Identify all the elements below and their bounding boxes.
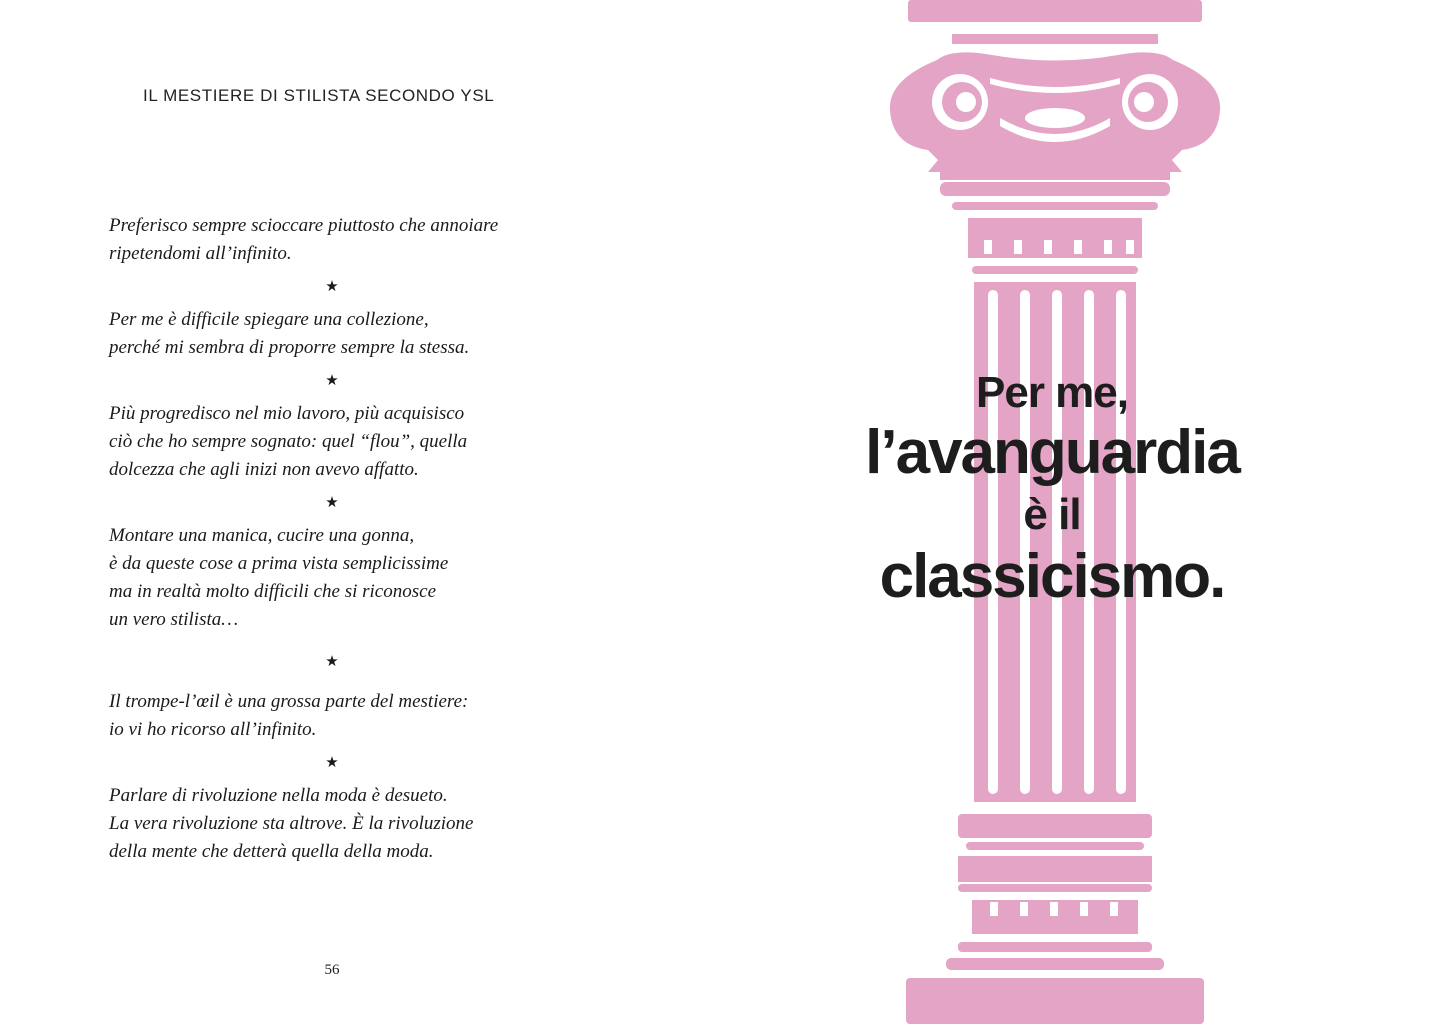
star-separator: ★ bbox=[325, 373, 339, 389]
left-page bbox=[0, 0, 722, 1024]
headline-line-3: è il bbox=[1023, 490, 1081, 539]
quote-3: Più progredisco nel mio lavoro, più acquisisco ciò che ho sempre sognato: quel “flou”, quella dolcezza che agli inizi non avevo affatto. bbox=[109, 403, 468, 480]
quote-2: Per me è difficile spiegare una collezione, perché mi sembra di proporre sempre la stessa. bbox=[109, 309, 470, 358]
quote-4: Montare una manica, cucire una gonna, è da queste cose a prima vista semplicissime ma in realtà molto difficili che si riconosce un vero stilista… bbox=[109, 525, 449, 630]
quote-1: Preferisco sempre scioccare piuttosto che annoiare ripetendomi all’infinito. bbox=[109, 215, 499, 264]
headline-quote bbox=[782, 366, 1322, 610]
running-head: IL MESTIERE DI STILISTA SECONDO YSL bbox=[143, 86, 495, 105]
quote-5: Il trompe-l’œil è una grossa parte del mestiere: io vi ho ricorso all’infinito. bbox=[109, 691, 469, 740]
star-separator: ★ bbox=[325, 755, 339, 771]
headline-line-1: Per me, bbox=[976, 368, 1128, 417]
headline-line-2: l’avanguardia bbox=[865, 418, 1239, 487]
star-separator: ★ bbox=[325, 495, 339, 511]
quote-list bbox=[109, 212, 559, 866]
right-page bbox=[722, 0, 1445, 1024]
quote-6: Parlare di rivoluzione nella moda è desueto. La vera rivoluzione sta altrove. È la rivoluzione della mente che detterà quella della moda. bbox=[109, 785, 474, 862]
star-separator: ★ bbox=[325, 654, 339, 670]
page-number: 56 bbox=[324, 962, 340, 978]
star-separator: ★ bbox=[325, 279, 339, 295]
headline-line-4: classicismo. bbox=[879, 542, 1225, 611]
